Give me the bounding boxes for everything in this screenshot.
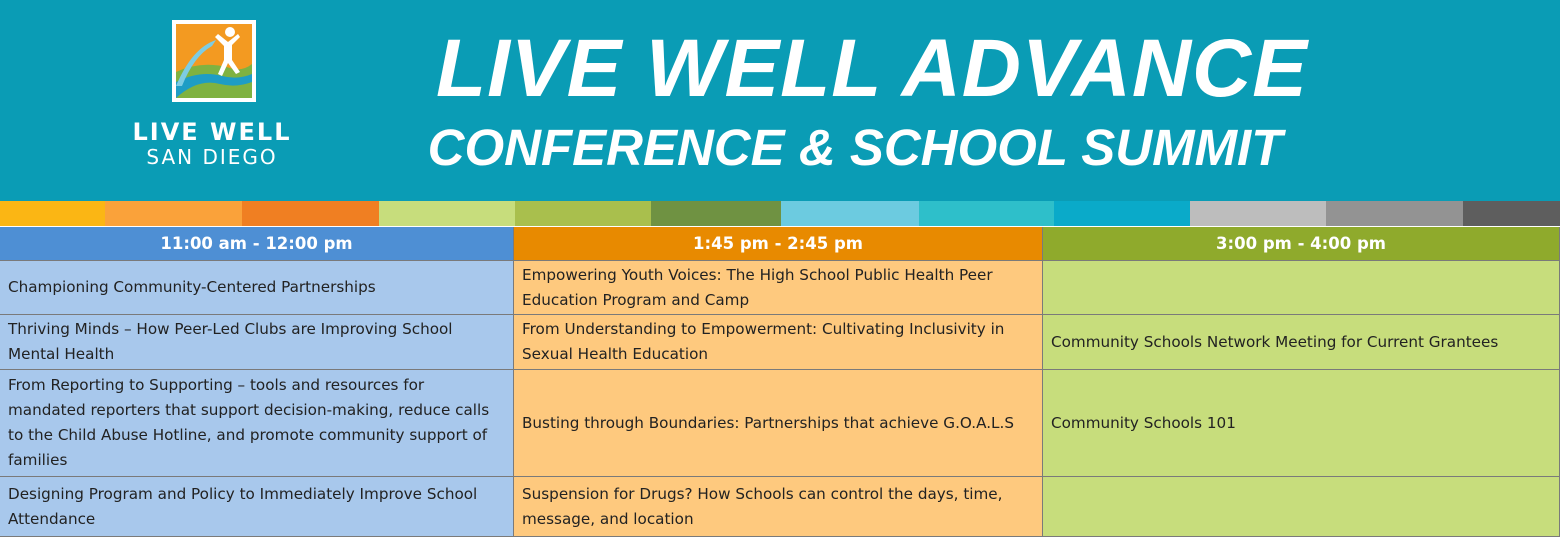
session-schedule-table (0, 227, 1560, 560)
time-header-2: 1:45 pm - 2:45 pm (514, 227, 1043, 261)
session-cell (1043, 261, 1560, 315)
color-strip (0, 201, 1560, 226)
live-well-logo-icon (172, 20, 256, 102)
session-cell: Championing Community-Centered Partnerships (0, 261, 514, 315)
session-cell: Suspension for Drugs? How Schools can control the days, time, message, and location (514, 477, 1043, 537)
session-cell (1043, 477, 1560, 537)
logo-line-1: LIVE WELL (132, 118, 292, 146)
strip-segment (0, 201, 105, 226)
strip-segment (242, 201, 379, 226)
time-header-3: 3:00 pm - 4:00 pm (1043, 227, 1560, 261)
strip-segment (651, 201, 781, 226)
session-cell: Busting through Boundaries: Partnerships that achieve G.O.A.L.S (514, 370, 1043, 477)
strip-segment (1463, 201, 1560, 226)
strip-segment (1326, 201, 1463, 226)
session-cell: Empowering Youth Voices: The High School Public Health Peer Education Program and Camp (514, 261, 1043, 315)
strip-segment (379, 201, 515, 226)
session-cell: From Understanding to Empowerment: Cultivating Inclusivity in Sexual Health Education (514, 315, 1043, 370)
strip-segment (919, 201, 1054, 226)
session-cell: From Reporting to Supporting – tools and resources for mandated reporters that support decision-making, reduce calls to the Child Abuse Hotline, and promote community support of families (0, 370, 514, 477)
session-cell: Thriving Minds – How Peer-Led Clubs are Improving School Mental Health (0, 315, 514, 370)
logo-line-2: SAN DIEGO (146, 145, 278, 169)
strip-segment (515, 201, 651, 226)
subtitle: CONFERENCE & SCHOOL SUMMIT (427, 119, 1283, 176)
strip-segment (1190, 201, 1326, 226)
main-title: LIVE WELL ADVANCE (436, 23, 1308, 114)
header-banner (0, 0, 1560, 201)
strip-segment (105, 201, 242, 226)
session-cell: Designing Program and Policy to Immediately Improve School Attendance (0, 477, 514, 537)
session-cell: Community Schools Network Meeting for Current Grantees (1043, 315, 1560, 370)
session-cell: Community Schools 101 (1043, 370, 1560, 477)
logo-wordmark (122, 120, 302, 167)
strip-segment (781, 201, 919, 226)
time-header-1: 11:00 am - 12:00 pm (0, 227, 514, 261)
strip-segment (1054, 201, 1190, 226)
